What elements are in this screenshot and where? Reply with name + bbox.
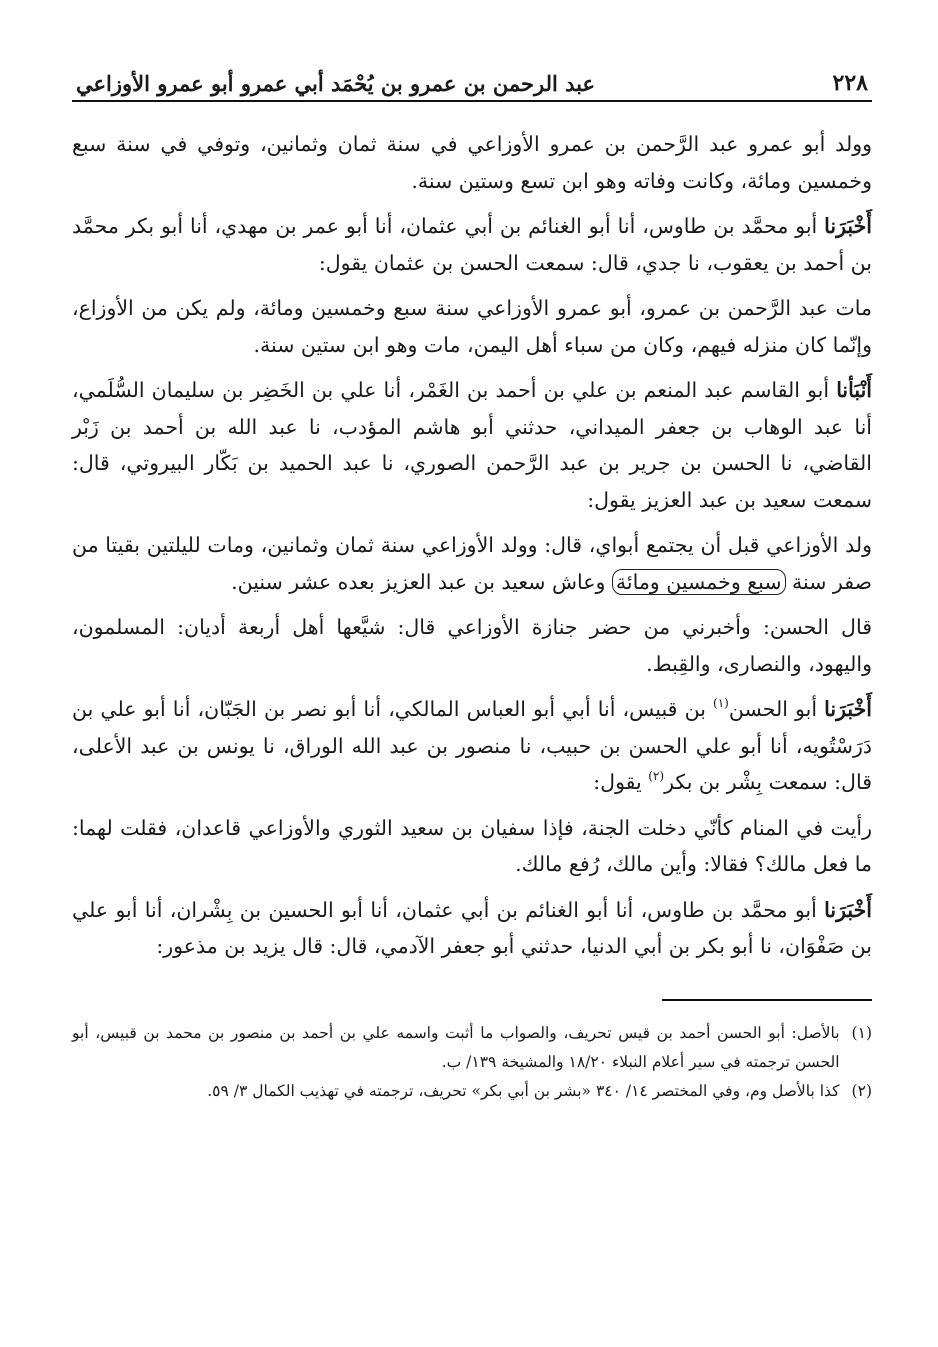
footnote-ref[interactable]: (٢) xyxy=(648,769,665,783)
paragraph-text: وعاش سعيد بن عبد العزيز بعده عشر سنين. xyxy=(231,569,612,594)
paragraph xyxy=(72,691,872,801)
paragraph-text: قال الحسن: وأخبرني من حضر جنازة الأوزاعي قال: شيَّعها أهل أربعة أديان: المسلمون، واليهود، والنصارى، والقِبط. xyxy=(72,615,872,676)
paragraph-text: ولد الأوزاعي قبل أن يجتمع أبواي، قال: وولد الأوزاعي سنة ثمان وثمانين، ومات لليلتين بقيتا من صفر سنة xyxy=(72,533,872,594)
paragraph xyxy=(72,372,872,518)
isnad-lead: أَخْبَرَنا xyxy=(824,697,872,721)
paragraph xyxy=(72,208,872,281)
paragraph xyxy=(72,609,872,682)
header-title: عبد الرحمن بن عمرو بن يُحْمَد أبي عمرو أبو عمرو الأوزاعي xyxy=(76,71,596,96)
isnad-lead: أَخْبَرَنا xyxy=(824,897,872,922)
paragraph-text: بن قبيس، أنا أبي أبو العباس المالكي، أنا أبو نصر بن الجَبّان، أنا أبو علي بن دَرَسْتُويه، أنا أبو علي الحسن بن حبيب، نا منصور بن عبد الله الوراق، نا يونس بن عبد الأعلى، قال: سمعت بِشْر بن بكر xyxy=(72,697,872,794)
footnote xyxy=(72,1019,872,1077)
footnote-number: (١) xyxy=(851,1023,872,1042)
paragraph-text: أبو محمَّد بن طاوس، أنا أبو الغنائم بن أبي عثمان، أنا أبو الحسين بن بِشْران، أنا أبو علي بن صَفْوَان، نا أبو بكر بن أبي الدنيا، حدثني أبو جعفر الآدمي، قال: قال يزيد بن مذعور: xyxy=(72,897,872,958)
paragraph xyxy=(72,892,872,965)
book-page xyxy=(72,58,872,1347)
isnad-lead: أَنْبَأنا xyxy=(836,378,872,402)
body-text xyxy=(72,126,872,965)
paragraph-text: مات عبد الرَّحمن بن عمرو، أبو عمرو الأوزاعي سنة سبع وخمسين ومائة، ولم يكن من الأوزاع، وإنّما كان منزله فيهم، وكان من سباء أهل اليمن، مات وهو ابن ستين سنة. xyxy=(72,296,872,357)
paragraph-text: رأيت في المنام كأنّي دخلت الجنة، فإذا سفيان بن سعيد الثوري والأوزاعي قاعدان، فقلت لهما: ما فعل مالك؟ فقالا: وأين مالك، رُفع مالك. xyxy=(72,815,872,876)
footnote-number: (٢) xyxy=(851,1081,872,1100)
paragraph-text: يقول: xyxy=(593,770,649,794)
footnote-ref[interactable]: (١) xyxy=(713,696,729,710)
paragraph xyxy=(72,126,872,199)
footnote-text: بالأصل: أبو الحسن أحمد بن قيس تحريف، والصواب ما أثبت واسمه علي بن أحمد بن منصور بن محمد بن قبيس، أبو الحسن ترجمته في سير أعلام النبلاء ١٨/٢٠ والمشيخة ١٣٩/ ب. xyxy=(72,1023,840,1071)
page-number: ٢٢٨ xyxy=(832,70,868,96)
isnad-lead: أَخْبَرَنا xyxy=(824,214,872,238)
footnote-divider xyxy=(662,999,872,1001)
footnotes xyxy=(72,1019,872,1106)
paragraph xyxy=(72,527,872,600)
footnote-text: كذا بالأصل وم، وفي المختصر ١٤/ ٣٤٠ «بشر بن أبي بكر» تحريف، ترجمته في تهذيب الكمال ٣/ ٥٩. xyxy=(207,1081,840,1100)
paragraph-text: أبو الحسن xyxy=(728,697,818,721)
paragraph-text: أبو محمَّد بن طاوس، أنا أبو الغنائم بن أبي عثمان، أنا أبو عمر بن مهدي، أنا أبو بكر محمَّد بن أحمد بن يعقوب، نا جدي، قال: سمعت الحسن بن عثمان يقول: xyxy=(72,214,872,275)
paragraph-text: أبو القاسم عبد المنعم بن علي بن أحمد بن الغَمْر، أنا علي بن الخَضِر بن سليمان السُّلَمي، أنا عبد الوهاب بن جعفر الميداني، حدثني أبو هاشم المؤدب، نا عبد الله بن أحمد بن زَبْر القاضي، نا الحسن بن جرير بن عبد الرَّحمن الصوري، نا عبد الحميد بن بَكّار البيروتي، قال: سمعت سعيد بن عبد العزيز يقول: xyxy=(72,378,872,512)
paragraph xyxy=(72,810,872,883)
circled-phrase: سبع وخمسين ومائة xyxy=(612,569,786,595)
running-header xyxy=(72,58,872,102)
paragraph xyxy=(72,290,872,363)
paragraph-text: وولد أبو عمرو عبد الرَّحمن بن عمرو الأوزاعي في سنة ثمان وثمانين، وتوفي في سنة سبع وخمسين ومائة، وكانت وفاته وهو ابن تسع وستين سنة. xyxy=(72,132,872,193)
footnote xyxy=(72,1077,872,1106)
